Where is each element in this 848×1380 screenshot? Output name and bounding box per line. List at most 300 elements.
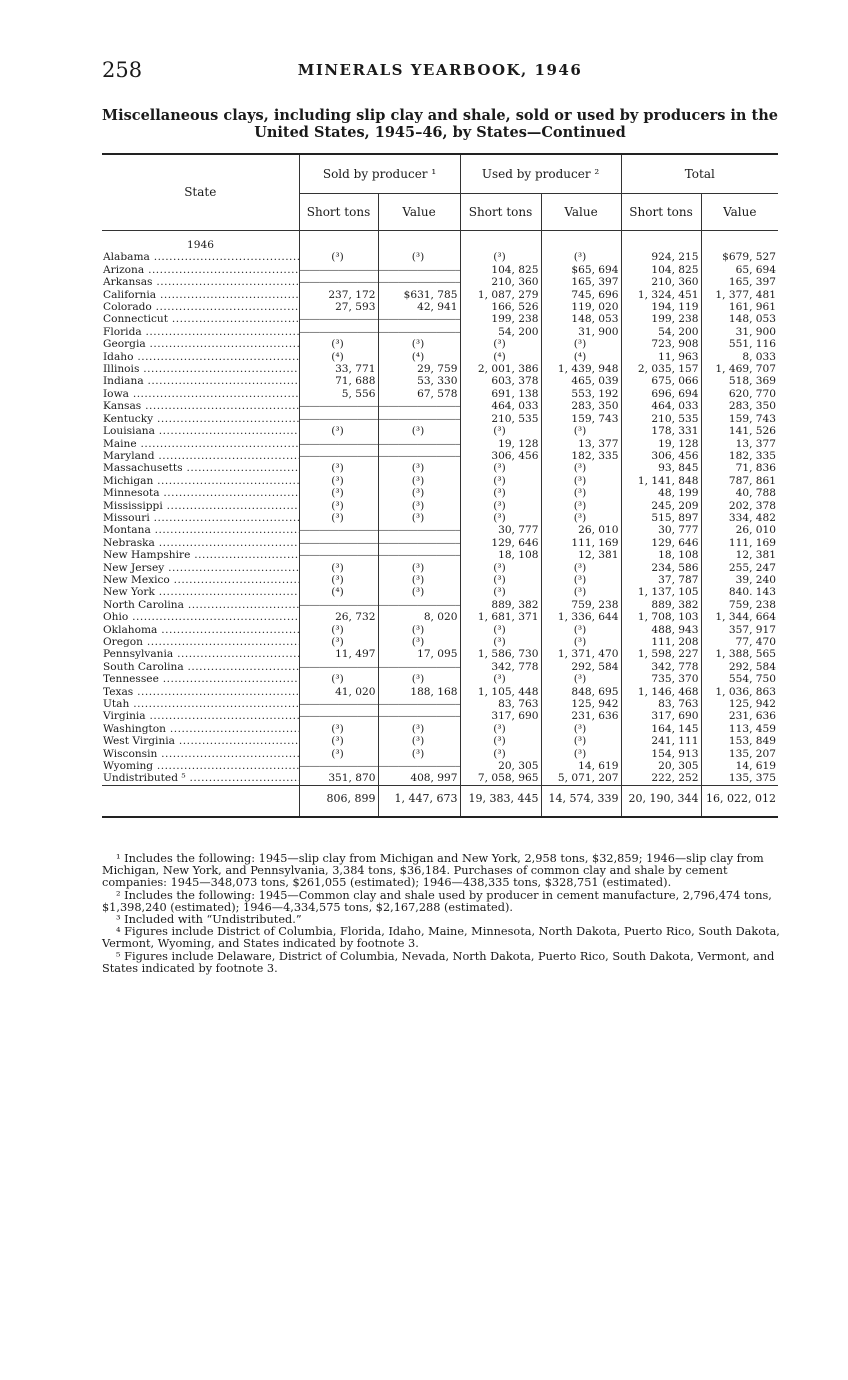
used-value-cell: (³) [541,338,621,350]
total-value-cell: 1, 377, 481 [715,288,777,301]
sold-value-cell: 29, 759 [378,363,460,375]
used-short-tons-cell: (³) [460,624,541,636]
blank-cell [378,264,460,276]
used-short-tons-cell: (⁴) [460,351,541,363]
table-row [102,772,778,785]
footnotes [102,853,782,975]
total-value-cell: 14, 619 [735,760,777,773]
table-row [102,462,778,474]
total-short-tons-cell: 154, 913 [621,748,701,760]
caption-line-1: Miscellaneous clays, including slip clay and shale, sold or used by producers in the [102,107,778,124]
sold-value-cell: (³) [378,586,460,598]
blank-cell [378,524,460,536]
sold-short-tons-cell: (³) [299,748,378,760]
sold-short-tons-cell: (³) [299,500,378,512]
total-short-tons-cell: 675, 066 [621,375,701,387]
blank-cell [299,326,378,338]
used-short-tons-cell: 1, 105, 448 [460,686,541,698]
used-short-tons-cell: 306, 456 [460,450,541,462]
sold-value-cell: (³) [378,512,460,524]
used-short-tons-cell: 1, 586, 730 [460,648,541,660]
table-row [102,375,778,387]
total-value-cell: 231, 636 [728,710,777,723]
state-name: Montana ..... [102,524,299,536]
used-short-tons-cell: 210, 360 [460,276,541,288]
year-label: 1946 [102,239,299,251]
table-row [102,599,778,611]
total-value-cell: 255, 247 [728,561,777,574]
state-name: Georgia ..... [102,338,299,350]
total-short-tons-cell: 164, 145 [621,723,701,735]
total-value-cell: 65, 694 [735,263,777,276]
sold-value-cell: (³) [378,462,460,474]
table-row [102,438,778,450]
state-name: Wisconsin ..... [102,748,299,760]
used-value-cell: (³) [541,425,621,437]
total-short-tons-cell: 48, 199 [621,487,701,499]
total-short-tons-cell: 83, 763 [621,698,701,710]
used-short-tons-cell: 1, 681, 371 [460,611,541,623]
blank-cell [378,313,460,325]
table-row [102,413,778,425]
state-name: New York ..... [102,586,299,598]
total-short-tons-cell: 317, 690 [621,710,701,722]
blank-cell [378,698,460,710]
state-name: North Carolina ..... [102,599,299,611]
total-short-tons-cell: 1, 146, 468 [621,686,701,698]
blank-cell [378,400,460,412]
total-value-cell: 165, 397 [728,276,777,289]
table-row [102,710,778,722]
total-short-tons-cell: 1, 598, 227 [621,648,701,660]
used-short-tons-cell: 54, 200 [460,326,541,338]
sold-short-tons-cell: (³) [299,425,378,437]
used-short-tons-cell: 464, 033 [460,400,541,412]
total-value-cell: 551, 116 [728,338,777,351]
state-name: South Carolina ..... [102,661,299,673]
used-short-tons-cell: (³) [460,475,541,487]
sold-value-cell: (³) [378,487,460,499]
table-row [102,301,778,313]
sold-short-tons-cell: 71, 688 [299,375,378,387]
used-value-cell: 12, 381 [541,549,621,561]
sold-value-cell: (³) [378,425,460,437]
used-value-cell: 13, 377 [541,438,621,450]
used-value-cell: 165, 397 [541,276,621,288]
total-value-cell: 113, 459 [728,722,777,735]
total-value-cell: 620, 770 [728,387,777,400]
sold-short-tons-cell: (³) [299,673,378,685]
table-row [102,760,778,772]
table-row [102,289,778,301]
used-value-cell: (³) [541,586,621,598]
total-value-cell: 1, 036, 863 [715,685,777,698]
table-row [102,562,778,574]
used-short-tons-cell: 691, 138 [460,388,541,400]
state-name: Louisiana ..... [102,425,299,437]
total-short-tons-header: Short tons [621,194,701,231]
total-value-cell: 26, 010 [735,524,777,537]
sold-short-tons-cell: (³) [299,574,378,586]
blank-cell [378,450,460,462]
footnote-1: ¹ Includes the following: 1945—slip clay from Michigan and New York, 2,958 tons, $32,859; 1946—slip clay from Michigan, New York, and Pennsylvania, 3,384 tons, $36,184. Purchases of common clay and shale by cement companies: 1945—348,073 tons, $261,055 (estimated); 1946—438,335 tons, $328,751 (estimated). [102,852,764,890]
used-value-cell: 231, 636 [541,710,621,722]
sold-value-cell: (³) [378,562,460,574]
used-short-tons-cell: 199, 238 [460,313,541,325]
state-name: West Virginia ..... [102,735,299,747]
used-short-tons-cell: 30, 777 [460,524,541,536]
footnote-2: ² Includes the following: 1945—Common clay and shale used by producer in cement manufacture, 2,796,474 tons, $1,398,240 (estimated); 1946—4,334,575 tons, $2,167,288 (estimated). [102,888,772,914]
used-value-cell: 1, 336, 644 [541,611,621,623]
state-name: Virginia ..... [102,710,299,722]
table-row [102,661,778,673]
table-row [102,636,778,648]
used-value-cell: (³) [541,673,621,685]
total-value-cell: 759, 238 [728,598,777,611]
clay-production-table [102,153,778,818]
total-value-cell: 787, 861 [728,474,777,487]
used-value-cell: 26, 010 [541,524,621,536]
total-short-tons-cell: 54, 200 [621,326,701,338]
used-value-cell: 148, 053 [541,313,621,325]
total-short-tons-cell: 245, 209 [621,500,701,512]
total-value-cell: 135, 375 [728,772,777,785]
table-bottom-rule [102,812,778,817]
table-row [102,673,778,685]
total-short-tons-cell: 37, 787 [621,574,701,586]
state-name: Arkansas ..... [102,276,299,288]
sold-short-tons-cell: (³) [299,624,378,636]
sold-value-cell: 8, 020 [378,611,460,623]
sold-short-tons-cell: (³) [299,562,378,574]
total-value-cell: 334, 482 [728,511,777,524]
sold-value-cell: (³) [378,748,460,760]
blank-cell [378,599,460,611]
state-name: Tennessee ..... [102,673,299,685]
used-short-tons-cell: (³) [460,673,541,685]
total-value-cell: 135, 207 [728,747,777,760]
state-name: Texas ..... [102,686,299,698]
used-value-cell: 119, 020 [541,301,621,313]
state-name: Illinois ..... [102,363,299,375]
sold-value-cell: (³) [378,251,460,263]
used-value-cell: 759, 238 [541,599,621,611]
used-short-tons-cell: (³) [460,586,541,598]
state-name: Missouri ..... [102,512,299,524]
used-short-tons-cell: 166, 526 [460,301,541,313]
sold-short-tons-cell: 351, 870 [299,772,378,785]
state-name: Undistributed ⁵ ..... [102,772,299,785]
used-value-cell: 111, 169 [541,537,621,549]
used-short-tons-cell: (³) [460,735,541,747]
sold-value-cell: 42, 941 [378,301,460,313]
total-short-tons-cell: 18, 108 [621,549,701,561]
table-row [102,524,778,536]
blank-cell [299,760,378,772]
state-name: Utah ..... [102,698,299,710]
used-short-tons-cell: 603, 378 [460,375,541,387]
table-row [102,487,778,499]
used-short-tons-cell: 18, 108 [460,549,541,561]
sold-short-tons-cell: 27, 593 [299,301,378,313]
total-short-tons-cell: 93, 845 [621,462,701,474]
year-row [102,239,778,251]
used-short-tons-cell: (³) [460,723,541,735]
state-name: Mississippi ..... [102,500,299,512]
blank-cell [378,438,460,450]
total-value-cell: 148, 053 [728,313,777,326]
table-row [102,549,778,561]
blank-cell [378,661,460,673]
total-short-tons-cell: 222, 252 [621,772,701,785]
total-short-tons-cell: 1, 708, 103 [621,611,701,623]
used-short-tons-cell: 19, 128 [460,438,541,450]
total-sold-value: 1, 447, 673 [378,785,460,812]
total-short-tons-cell: 178, 331 [621,425,701,437]
used-value-cell: 848, 695 [541,686,621,698]
total-value-cell: 161, 961 [728,301,777,314]
state-name: Ohio ..... [102,611,299,623]
sold-value-cell: 53, 330 [378,375,460,387]
sold-value-cell: (³) [378,735,460,747]
table-row [102,611,778,623]
state-name: Arizona ..... [102,264,299,276]
total-short-tons-cell: 1, 137, 105 [621,586,701,598]
used-value-cell: 292, 584 [541,661,621,673]
state-name: Wyoming ..... [102,760,299,772]
sold-short-tons-cell: (³) [299,512,378,524]
total-value-cell: 1, 469, 707 [715,363,777,376]
total-value-cell: 1, 388, 565 [715,648,777,661]
total-short-tons-cell: 1, 324, 451 [621,289,701,301]
total-short-tons-cell: 2, 035, 157 [621,363,701,375]
sold-value-cell: 188, 168 [378,686,460,698]
sold-value-header: Value [378,194,460,231]
table-body [102,231,778,786]
sold-short-tons-cell: 41, 020 [299,686,378,698]
sold-short-tons-cell: (³) [299,251,378,263]
blank-cell [299,400,378,412]
table-row [102,723,778,735]
total-short-tons-cell: 488, 943 [621,624,701,636]
table-row [102,400,778,412]
sold-short-tons-cell: (⁴) [299,586,378,598]
sold-short-tons-cell: (³) [299,735,378,747]
total-sold-short-tons: 806, 899 [299,785,378,812]
table-row [102,748,778,760]
blank-cell [378,537,460,549]
sold-short-tons-header: Short tons [299,194,378,231]
used-short-tons-cell: 342, 778 [460,661,541,673]
total-value-cell: 71, 836 [735,462,777,475]
table-row [102,735,778,747]
state-name: Massachusetts ..... [102,462,299,474]
total-short-tons-cell: 199, 238 [621,313,701,325]
used-short-tons-cell: 889, 382 [460,599,541,611]
sold-short-tons-cell: 26, 732 [299,611,378,623]
total-value-cell: 283, 350 [728,400,777,413]
blank-cell [299,524,378,536]
used-value-cell: (³) [541,562,621,574]
state-name: New Mexico ..... [102,574,299,586]
blank-cell [299,710,378,722]
blank-cell [299,599,378,611]
table-row [102,251,778,263]
state-name: Kansas ..... [102,400,299,412]
total-short-tons-cell: 129, 646 [621,537,701,549]
state-name: Colorado ..... [102,301,299,313]
blank-cell [299,537,378,549]
total-value-cell: 125, 942 [728,698,777,711]
state-name: Pennsylvania ..... [102,648,299,660]
used-short-tons-cell: 7, 058, 965 [460,772,541,785]
total-short-tons-cell: 924, 215 [621,251,701,263]
state-name: California ..... [102,289,299,301]
caption-line-2: United States, 1945–46, by States—Continued [254,124,626,141]
blank-cell [299,438,378,450]
total-short-tons-cell: 210, 535 [621,413,701,425]
sold-value-cell: (³) [378,723,460,735]
sold-by-producer-header: Sold by producer ¹ [299,154,460,194]
sold-value-cell: 17, 095 [378,648,460,660]
state-name: Idaho ..... [102,351,299,363]
blank-cell [299,276,378,288]
total-used-value: 14, 574, 339 [541,785,621,812]
used-value-cell: 745, 696 [541,289,621,301]
state-name: Alabama ..... [102,251,299,263]
blank-cell [378,549,460,561]
state-name: Connecticut ..... [102,313,299,325]
sold-short-tons-cell: 33, 771 [299,363,378,375]
used-value-cell: $65, 694 [541,264,621,276]
total-value-cell: 153, 849 [728,735,777,748]
total-short-tons-cell: 234, 586 [621,562,701,574]
total-short-tons-cell: 735, 370 [621,673,701,685]
used-short-tons-cell: 317, 690 [460,710,541,722]
total-short-tons-cell: 723, 908 [621,338,701,350]
total-value: 16, 022, 012 [701,785,778,812]
used-value-cell: (³) [541,475,621,487]
blank-cell [299,549,378,561]
sold-value-cell: (³) [378,475,460,487]
table-row [102,450,778,462]
table-row [102,500,778,512]
used-short-tons-cell: (³) [460,251,541,263]
total-value-cell: 159, 743 [728,412,777,425]
used-value-cell: 182, 335 [541,450,621,462]
table-row [102,276,778,288]
running-title: MINERALS YEARBOOK, 1946 [297,61,583,79]
used-value-cell: (³) [541,487,621,499]
sold-value-cell: 408, 997 [378,772,460,785]
state-name: Oklahoma ..... [102,624,299,636]
blank-cell [378,710,460,722]
blank-cell [299,413,378,425]
used-short-tons-cell: (³) [460,338,541,350]
state-name: Minnesota ..... [102,487,299,499]
sold-short-tons-cell: (⁴) [299,351,378,363]
sold-value-cell: (³) [378,624,460,636]
used-value-header: Value [541,194,621,231]
used-short-tons-cell: (³) [460,636,541,648]
table-row [102,698,778,710]
used-short-tons-cell: (³) [460,748,541,760]
sold-short-tons-cell: 237, 172 [299,289,378,301]
total-value-cell: 39, 240 [735,573,777,586]
total-value-cell: 111, 169 [728,536,777,549]
used-short-tons-header: Short tons [460,194,541,231]
table-row [102,313,778,325]
total-short-tons: 20, 190, 344 [621,785,701,812]
table-row [102,574,778,586]
used-value-cell: (⁴) [541,351,621,363]
used-short-tons-cell: (³) [460,512,541,524]
used-value-cell: 125, 942 [541,698,621,710]
used-value-cell: 14, 619 [541,760,621,772]
sold-short-tons-cell: (³) [299,487,378,499]
footnote-4: ⁴ Figures include District of Columbia, Florida, Idaho, Maine, Minnesota, North Dakota, Puerto Rico, South Dakota, Vermont, Wyoming, and States indicated by footnote 3. [102,925,780,951]
spacer-row [102,231,778,240]
total-value-cell: 31, 900 [735,325,777,338]
total-short-tons-cell: 30, 777 [621,524,701,536]
state-name: Maryland ..... [102,450,299,462]
state-name: New Hampshire ..... [102,549,299,561]
used-value-cell: 465, 039 [541,375,621,387]
used-value-cell: 159, 743 [541,413,621,425]
table-row [102,686,778,698]
table-row [102,648,778,660]
state-name: Oregon ..... [102,636,299,648]
used-value-cell: (³) [541,574,621,586]
total-short-tons-cell: 464, 033 [621,400,701,412]
used-short-tons-cell: 210, 535 [460,413,541,425]
used-value-cell: 553, 192 [541,388,621,400]
used-value-cell: (³) [541,512,621,524]
used-value-cell: (³) [541,251,621,263]
used-value-cell: 1, 371, 470 [541,648,621,660]
table-row [102,338,778,350]
table-row [102,512,778,524]
total-short-tons-cell: 889, 382 [621,599,701,611]
total-short-tons-cell: 210, 360 [621,276,701,288]
state-name: Maine ..... [102,438,299,450]
total-short-tons-cell: 194, 119 [621,301,701,313]
total-value-cell: 357, 917 [728,623,777,636]
table-row [102,363,778,375]
sold-short-tons-cell: (³) [299,636,378,648]
used-short-tons-cell: (³) [460,562,541,574]
state-column-header: State [102,154,299,231]
state-name: Nebraska ..... [102,537,299,549]
used-short-tons-cell: 2, 001, 386 [460,363,541,375]
state-name: New Jersey ..... [102,562,299,574]
table-caption [102,107,778,141]
used-short-tons-cell: (³) [460,500,541,512]
totals-row [102,785,778,812]
sold-short-tons-cell: (³) [299,723,378,735]
page-number: 258 [102,58,143,82]
blank-cell [299,264,378,276]
used-short-tons-cell: (³) [460,462,541,474]
used-value-cell: (³) [541,636,621,648]
used-value-cell: (³) [541,723,621,735]
state-name: Michigan ..... [102,475,299,487]
used-value-cell: (³) [541,748,621,760]
sold-short-tons-cell: (³) [299,462,378,474]
used-short-tons-cell: (³) [460,574,541,586]
used-value-cell: (³) [541,735,621,747]
used-short-tons-cell: 104, 825 [460,264,541,276]
